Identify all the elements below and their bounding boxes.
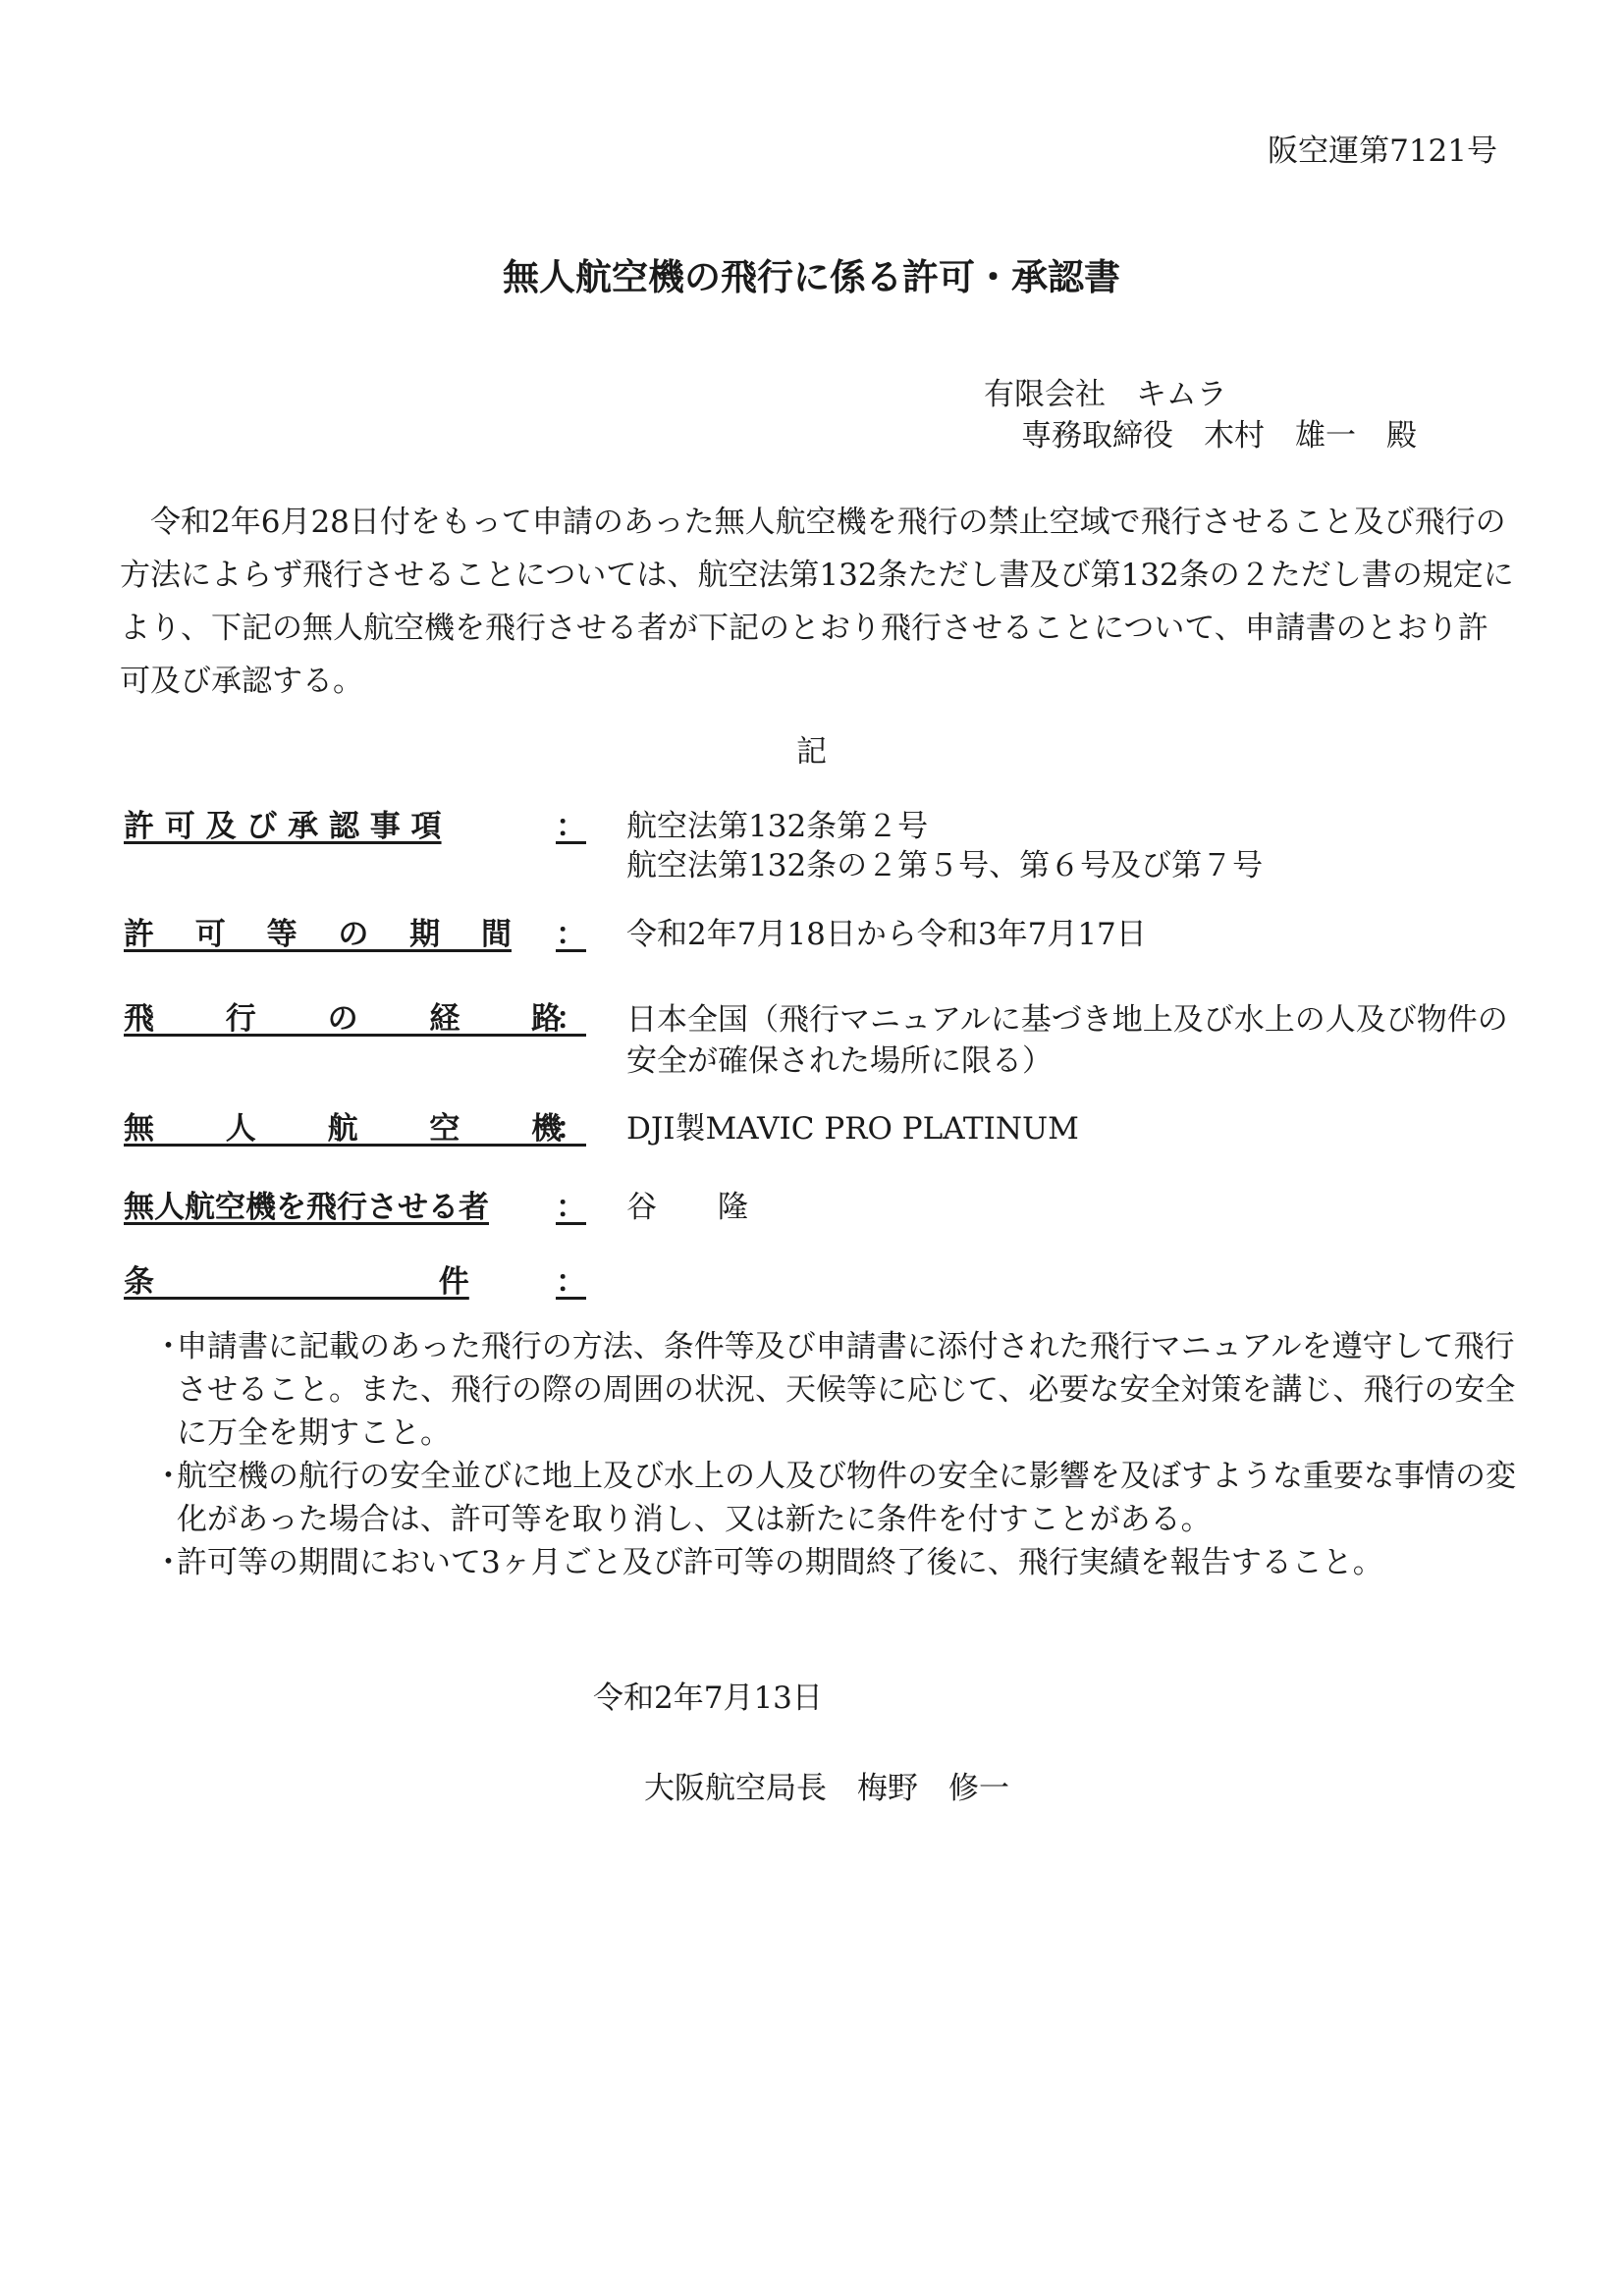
item-period (124, 915, 1518, 999)
condition-item (153, 1455, 1528, 1541)
item-label: 無人航空機を飛行させる者 (124, 1190, 489, 1225)
addressee-person: 専務取締役 木村 雄一 殿 (1021, 418, 1417, 454)
item-value: 日本全国（飛行マニュアルに基づき地上及び水上の人及び物件の安全が確保された場所に限る） (626, 1002, 1508, 1079)
item-label: 条 件 (124, 1264, 469, 1300)
condition-text: 許可等の期間において3ヶ月ごと及び許可等の期間終了後に、飛行実績を報告すること。 (177, 1545, 1383, 1580)
ki-heading: 記 (796, 734, 827, 770)
item-colon: ： (556, 1264, 586, 1300)
item-operator (124, 1188, 1518, 1262)
body-paragraph (120, 496, 1514, 708)
item-label: 無 人 航 空 機 (124, 1111, 563, 1147)
item-permission (124, 807, 1518, 915)
item-aircraft (124, 1109, 1518, 1188)
item-label: 許 可 等 の 期 間 (124, 917, 512, 952)
condition-item (153, 1541, 1528, 1584)
item-colon: ： (556, 809, 586, 844)
items-list (124, 807, 1518, 1308)
item-conditions-label (124, 1262, 1518, 1308)
item-route (124, 999, 1518, 1109)
conditions-list (153, 1325, 1528, 1584)
item-value: 航空法第132条第２号 航空法第132条の２第５号、第６号及び第７号 (626, 809, 1264, 883)
item-colon: ： (556, 917, 586, 952)
bullet: ・ (153, 1459, 184, 1494)
item-colon: ： (556, 1111, 586, 1147)
item-label: 飛 行 の 経 路 (124, 1001, 563, 1037)
item-value: DJI製MAVIC PRO PLATINUM (626, 1111, 1079, 1147)
condition-item (153, 1325, 1528, 1455)
item-value: 令和2年7月18日から令和3年7月17日 (626, 917, 1147, 952)
condition-text: 航空機の航行の安全並びに地上及び水上の人及び物件の安全に影響を及ぼすような重要な事情の変化があった場合は、許可等を取り消し、又は新たに条件を付すことがある。 (177, 1459, 1516, 1537)
item-colon: ： (556, 1001, 586, 1037)
item-label: 許 可 及 び 承 認 事 項 (124, 809, 442, 844)
bullet: ・ (153, 1545, 184, 1580)
addressee-company: 有限会社 キムラ (984, 377, 1227, 412)
condition-text: 申請書に記載のあった飛行の方法、条件等及び申請書に添付された飛行マニュアルを遵守して飛行させること。また、飛行の際の周囲の状況、天候等に応じて、必要な安全対策を講じ、飛行の安全に万全を期すこと。 (177, 1329, 1516, 1451)
document-title: 無人航空機の飛行に係る許可・承認書 (503, 256, 1120, 298)
item-value: 谷 隆 (626, 1190, 748, 1225)
item-colon: ： (556, 1190, 586, 1225)
signer: 大阪航空局長 梅野 修一 (644, 1771, 1009, 1806)
document-number: 阪空運第7121号 (1268, 133, 1497, 169)
item-value (619, 1262, 1518, 1308)
body-text: 令和2年6月28日付をもって申請のあった無人航空機を飛行の禁止空域で飛行させること及び飛行の方法によらず飛行させることについては、航空法第132条ただし書及び第132条の２ただし書の規定により、下記の無人航空機を飛行させる者が下記のとおり飛行させることについて、申請書のとおり許可及び承認する。 (120, 505, 1514, 699)
issue-date: 令和2年7月13日 (593, 1681, 823, 1716)
bullet: ・ (153, 1329, 184, 1364)
